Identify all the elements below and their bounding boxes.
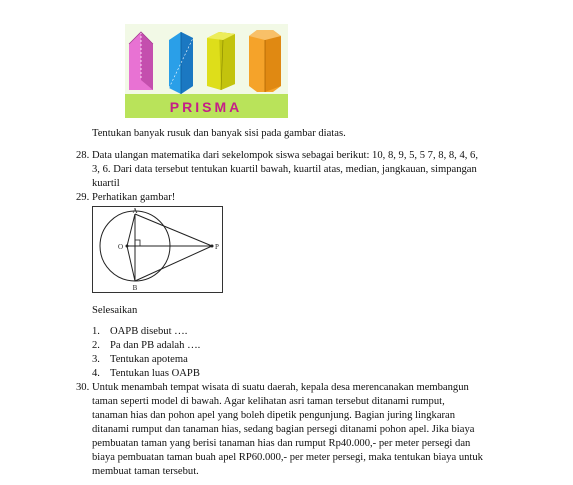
q29-item-2-number: 2. (92, 340, 100, 351)
q28-number: 28. (76, 150, 90, 161)
q30-line-4: ditanami rumput dan tanaman hias, sedang bagian persegi ditanami pohon apel. Jika biaya (92, 424, 475, 435)
label-o: O (118, 243, 124, 251)
q30-line-3: tanaman hias dan pohon apel yang boleh dipetik pengunjung. Bagian juring lingkaran (92, 410, 456, 421)
prisma-caption: PRISMA (169, 99, 243, 115)
q29-item-3-text: Tentukan apotema (110, 354, 188, 365)
solve-label: Selesaikan (92, 305, 138, 316)
q28-line-2: 3, 6. Dari data tersebut tentukan kuartil bawah, kuartil atas, median, jangkauan, simpangan (92, 164, 477, 175)
q30-line-5: pembuatan taman yang berisi tanaman hias dan rumput Rp40.000,- per meter persegi dan (92, 438, 471, 449)
q28-line-3: kuartil (92, 178, 120, 189)
q27-instruction: Tentukan banyak rusuk dan banyak sisi pada gambar diatas. (92, 128, 346, 139)
label-a: A (132, 207, 138, 215)
tangent-circle-figure (92, 206, 223, 293)
q29-item-3-number: 3. (92, 354, 100, 365)
q29-item-1-number: 1. (92, 326, 100, 337)
q30-line-1: Untuk menambah tempat wisata di suatu daerah, kepala desa merencanakan membangun (92, 382, 469, 393)
label-p: P (215, 243, 219, 251)
q29-item-1-text: OAPB disebut …. (110, 326, 188, 337)
blue-prism-shape (169, 32, 193, 94)
pink-prism-shape (129, 32, 153, 90)
q30-line-6: biaya pembuatan taman buah apel RP60.000,- per meter persegi, maka tentukan biaya untuk (92, 452, 483, 463)
yellow-prism-shape (207, 32, 235, 90)
q29-number: 29. (76, 192, 90, 203)
label-b: B (132, 284, 138, 292)
q29-item-4-text: Tentukan luas OAPB (110, 368, 200, 379)
q29-item-2-text: Pa dan PB adalah …. (110, 340, 201, 351)
q30-line-2: taman seperti model di bawah. Agar kelihatan asri taman tersebut ditanami rumput, (92, 396, 445, 407)
q30-number: 30. (76, 382, 90, 393)
q29-item-4-number: 4. (92, 368, 100, 379)
q28-line-1: Data ulangan matematika dari sekelompok siswa sebagai berikut: 10, 8, 9, 5, 5 7, 8, 8, 4, 6, (92, 150, 478, 161)
q30-line-7: membuat taman tersebut. (92, 466, 199, 477)
orange-prism-shape (249, 30, 281, 92)
prisma-illustration (125, 24, 288, 118)
q29-text: Perhatikan gambar! (92, 192, 176, 203)
